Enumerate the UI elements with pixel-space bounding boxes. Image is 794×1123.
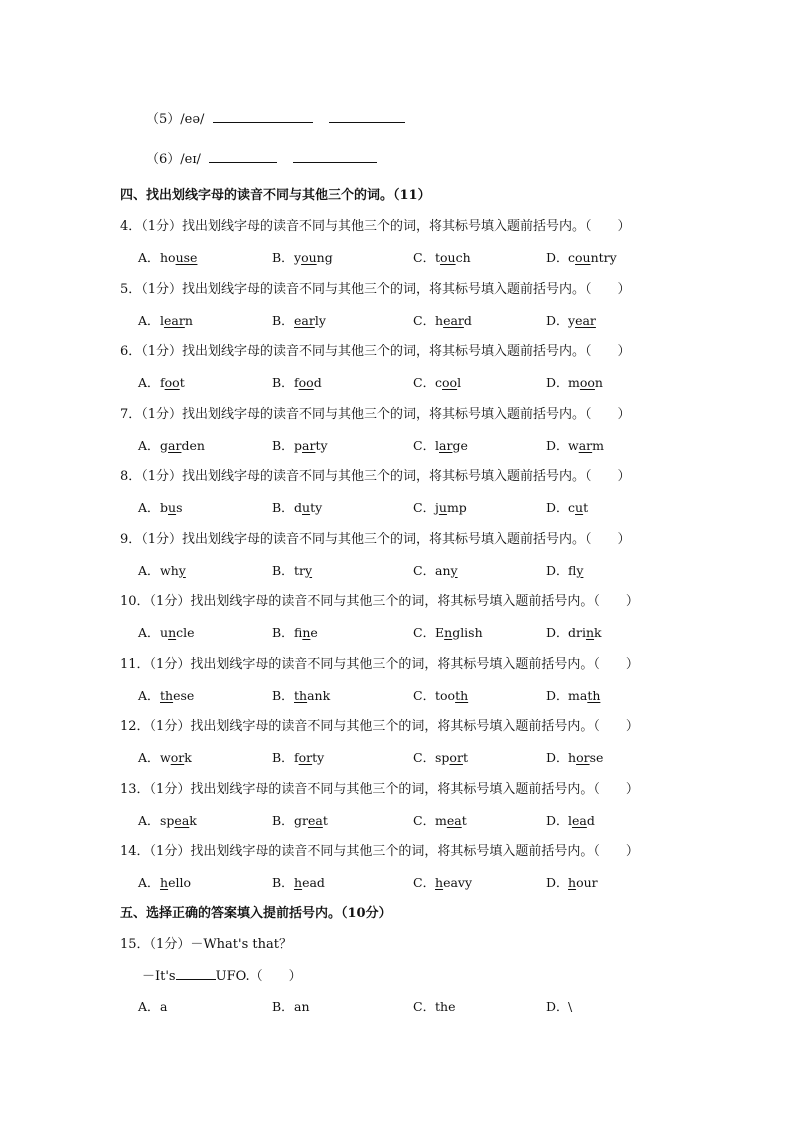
option-c[interactable] [413, 562, 458, 580]
option-letter: C． [413, 999, 436, 1014]
option-text-before: d [294, 500, 303, 515]
option-underlined-letters: or [298, 750, 313, 765]
answer-suffix: UFO.（ ） [215, 969, 302, 984]
option-text-before: E [435, 625, 445, 640]
question-stem [120, 406, 631, 424]
option-letter: B． [272, 375, 294, 390]
option-b[interactable] [272, 562, 312, 580]
option-underlined-letters: ea [174, 812, 190, 828]
option-underlined-letters: y [450, 562, 458, 578]
option-a[interactable] [138, 812, 197, 830]
option-underlined-letters: u [302, 500, 311, 515]
option-text-before: l [435, 437, 439, 453]
option-underlined-letters: ar [439, 437, 453, 453]
phonetic-label: （6）/eɪ/ [146, 152, 201, 167]
option-letter: C． [413, 625, 436, 640]
option-a[interactable] [138, 624, 195, 642]
option-underlined-letters: u [168, 500, 177, 515]
question-instruction: 找出划线字母的读音不同与其他三个的词，将其标号填入题前括号内。（ ） [182, 469, 631, 484]
option-d[interactable] [546, 312, 596, 330]
option-letter: D． [546, 875, 569, 890]
option-text-after: d [586, 812, 595, 828]
option-letter: C． [413, 250, 436, 265]
option-text-after: m [592, 437, 604, 453]
option-letter: D． [546, 999, 569, 1014]
option-text: an [294, 999, 310, 1014]
option-a[interactable] [138, 249, 197, 267]
option-d[interactable] [546, 499, 588, 517]
option-text-before: y [568, 312, 576, 328]
option-underlined-letters: use [175, 250, 198, 265]
question-number: 4．（1分） [120, 219, 183, 234]
option-b[interactable] [272, 874, 325, 892]
option-b[interactable] [272, 249, 333, 267]
option-underlined-letters: u [438, 500, 447, 515]
option-text-after: ese [173, 687, 195, 703]
option-underlined-letters: oo [298, 375, 314, 390]
question-number: 8．（1分） [120, 469, 183, 484]
option-underlined-letters: h [160, 875, 169, 890]
option-text-before: l [568, 812, 572, 828]
option-letter: D． [546, 312, 569, 328]
option-underlined-letters: y [305, 562, 313, 578]
option-a[interactable] [138, 749, 192, 767]
option-text-before: tr [294, 562, 305, 578]
option-a[interactable] [138, 874, 191, 892]
option-underlined-letters: ou [575, 250, 591, 265]
option-underlined-letters: n [444, 625, 453, 640]
question-instruction: 找出划线字母的读音不同与其他三个的词，将其标号填入题前括号内。（ ） [182, 344, 631, 359]
option-letter: D． [546, 625, 569, 640]
question-instruction: 找出划线字母的读音不同与其他三个的词，将其标号填入题前括号内。（ ） [190, 719, 639, 734]
question-instruction: 找出划线字母的读音不同与其他三个的词，将其标号填入题前括号内。（ ） [182, 281, 631, 297]
answer-blank[interactable] [329, 110, 405, 123]
option-text-before: w [160, 750, 171, 765]
option-underlined-letters: ear [575, 312, 596, 328]
option-letter: C． [413, 500, 436, 515]
option-letter: B． [272, 500, 294, 515]
option-c[interactable] [413, 624, 483, 642]
option-letter: A． [138, 687, 160, 703]
option-underlined-letters: u [575, 500, 584, 515]
option-text-after: eavy [443, 875, 473, 890]
question-instruction: 找出划线字母的读音不同与其他三个的词，将其标号填入题前括号内。（ ） [190, 844, 639, 859]
option-letter: D． [546, 750, 569, 765]
option-underlined-letters: n [168, 625, 177, 640]
option-text-after: n [594, 375, 603, 390]
option-underlined-letters: n [585, 625, 595, 640]
question-15-answer-line [142, 967, 302, 986]
option-underlined-letters: ear [294, 312, 315, 328]
option-text-after: ntry [590, 250, 617, 265]
option-d[interactable] [546, 374, 603, 392]
question-number: 14．（1分） [120, 844, 191, 859]
option-underlined-letters: ear [443, 312, 464, 328]
option-letter: C． [413, 687, 436, 703]
question-number: 12．（1分） [120, 719, 191, 734]
question-stem [120, 218, 631, 236]
question-stem [120, 343, 631, 361]
option-d[interactable] [546, 749, 603, 767]
option-text-after: t [462, 750, 468, 765]
option-text-after: k [594, 625, 602, 640]
option-letter: A． [138, 750, 160, 765]
phonetic-line-5 [146, 110, 405, 129]
option-text-after: ch [455, 250, 471, 265]
option-d[interactable] [546, 812, 595, 830]
question-number: 10．（1分） [120, 594, 191, 609]
option-underlined-letters: ou [440, 250, 456, 265]
option-underlined-letters: oo [164, 375, 180, 390]
option-b[interactable] [272, 499, 322, 517]
option-text-after: ead [302, 875, 325, 890]
option-text-after: glish [452, 625, 483, 640]
option-text-before: c [435, 375, 443, 390]
option-text-before: wh [160, 562, 179, 578]
option-underlined-letters: h [294, 875, 303, 890]
option-letter: A． [138, 625, 160, 640]
option-b[interactable] [272, 812, 328, 830]
option-text-after: t [322, 812, 328, 828]
option-text: the [435, 999, 456, 1014]
option-b[interactable] [272, 687, 330, 705]
option-a[interactable] [138, 437, 205, 455]
option-letter: A． [138, 999, 160, 1014]
option-c[interactable] [413, 249, 471, 267]
option-a[interactable] [138, 374, 185, 392]
question-number: 9．（1分） [120, 531, 183, 547]
option-letter: A． [138, 875, 160, 890]
option-b[interactable] [272, 312, 326, 330]
option-underlined-letters: ea [446, 812, 462, 828]
question-stem [120, 843, 639, 861]
option-underlined-letters: ar [578, 437, 593, 453]
option-letter: A． [138, 812, 160, 828]
option-letter: D． [546, 250, 569, 265]
option-underlined-letters: ar [302, 437, 316, 453]
option-letter: D． [546, 812, 569, 828]
option-a[interactable] [138, 687, 194, 705]
option-text-after: our [576, 875, 598, 890]
option-underlined-letters: n [302, 625, 311, 640]
option-text-after: t [179, 375, 185, 390]
option-underlined-letters: h [568, 875, 577, 890]
option-text-before: h [435, 312, 444, 328]
option-text-before: gr [294, 812, 308, 828]
option-c[interactable] [413, 437, 468, 455]
option-text-after: se [589, 750, 604, 765]
question-stem [120, 281, 631, 299]
option-text-after: cle [176, 625, 195, 640]
option-text-before: j [435, 500, 439, 515]
option-text-before: p [294, 437, 303, 453]
option-b[interactable] [272, 624, 318, 642]
option-c[interactable] [413, 812, 467, 830]
option-d[interactable] [546, 562, 583, 580]
option-text-after: ty [312, 750, 325, 765]
option-letter: A． [138, 562, 160, 578]
answer-prefix: －It's [142, 969, 176, 984]
option-text: \ [568, 999, 573, 1014]
option-text-after: d [313, 375, 322, 390]
question-number: 6．（1分） [120, 344, 183, 359]
option-text-after: ank [307, 687, 331, 703]
option-b[interactable] [272, 749, 324, 767]
option-text-before: u [160, 625, 169, 640]
question-instruction: 找出划线字母的读音不同与其他三个的词，将其标号填入题前括号内。（ ） [182, 219, 631, 234]
answer-blank[interactable] [293, 150, 377, 163]
option-underlined-letters: or [170, 750, 185, 765]
option-letter: C． [413, 437, 436, 453]
question-number: 13．（1分） [120, 781, 191, 797]
option-letter: B． [272, 812, 294, 828]
option-underlined-letters: ar [168, 437, 182, 453]
option-text-before: f [294, 750, 299, 765]
section-4-heading: 四、找出划线字母的读音不同与其他三个的词。（11） [120, 188, 431, 203]
question-instruction: 找出划线字母的读音不同与其他三个的词，将其标号填入题前括号内。（ ） [190, 781, 639, 797]
question-stem [120, 656, 639, 674]
option-text-after: ng [316, 250, 333, 265]
option-text-after: k [189, 812, 197, 828]
option-text-before: h [568, 750, 577, 765]
option-text-after: l [457, 375, 462, 390]
option-text-after: k [184, 750, 192, 765]
option-letter: D． [546, 375, 569, 390]
option-text-before: sp [435, 750, 450, 765]
option-letter: A． [138, 437, 160, 453]
option-underlined-letters: oo [579, 375, 595, 390]
option-underlined-letters: th [587, 687, 601, 703]
option-underlined-letters: ear [164, 312, 185, 328]
option-text-after: s [176, 500, 183, 515]
phonetic-line-6 [146, 150, 377, 169]
option-d[interactable] [546, 687, 600, 705]
option-a[interactable] [138, 998, 167, 1016]
option-text-after: den [181, 437, 205, 453]
phonetic-label: （5）/eə/ [146, 112, 205, 127]
option-letter: B． [272, 562, 294, 578]
option-c[interactable] [413, 312, 472, 330]
option-underlined-letters: th [455, 687, 469, 703]
option-letter: C． [413, 312, 436, 328]
option-text-before: b [160, 500, 169, 515]
option-a[interactable] [138, 562, 186, 580]
option-text-before: an [435, 562, 451, 578]
question-number: 7．（1分） [120, 406, 183, 422]
option-text-before: dri [568, 625, 586, 640]
option-letter: C． [413, 812, 436, 828]
option-d[interactable] [546, 249, 617, 267]
option-letter: A． [138, 250, 160, 265]
option-text-before: m [435, 812, 447, 828]
option-letter: A． [138, 312, 160, 328]
option-text-after: t [583, 500, 589, 515]
option-letter: D． [546, 437, 569, 453]
option-d[interactable] [546, 998, 572, 1016]
option-underlined-letters: h [435, 875, 444, 890]
question-stem [120, 468, 631, 486]
question-instruction: 找出划线字母的读音不同与其他三个的词，将其标号填入题前括号内。（ ） [190, 594, 639, 609]
option-letter: B． [272, 687, 294, 703]
option-underlined-letters: ou [301, 250, 317, 265]
option-letter: D． [546, 687, 569, 703]
option-letter: C． [413, 375, 436, 390]
option-text-before: t [435, 250, 441, 265]
section-5-heading: 五、选择正确的答案填入提前括号内。（10分） [120, 906, 392, 921]
option-letter: B． [272, 250, 294, 265]
option-text: a [160, 999, 168, 1014]
option-text-after: n [184, 312, 193, 328]
option-text-after: t [461, 812, 467, 828]
answer-blank[interactable] [213, 110, 313, 123]
question-stem [120, 531, 631, 549]
option-text-before: fi [294, 625, 303, 640]
option-c[interactable] [413, 749, 468, 767]
option-text-before: sp [160, 812, 175, 828]
option-letter: B． [272, 999, 294, 1014]
option-letter: B． [272, 312, 294, 328]
option-letter: B． [272, 875, 294, 890]
question-number: 11．（1分） [120, 656, 191, 672]
option-text-after: d [463, 312, 472, 328]
option-b[interactable] [272, 374, 322, 392]
option-text-after: ello [168, 875, 191, 890]
option-underlined-letters: y [576, 562, 584, 578]
option-letter: D． [546, 500, 569, 515]
option-letter: C． [413, 750, 436, 765]
question-stem [120, 593, 639, 611]
option-text-before: m [568, 375, 580, 390]
option-text-after: ge [452, 437, 468, 453]
option-c[interactable] [413, 687, 468, 705]
option-underlined-letters: th [294, 687, 308, 703]
option-c[interactable] [413, 998, 455, 1016]
option-d[interactable] [546, 437, 604, 455]
question-stem [120, 718, 639, 736]
option-underlined-letters: ea [572, 812, 587, 828]
option-letter: A． [138, 500, 160, 515]
option-letter: C． [413, 562, 436, 578]
option-text-before: fl [568, 562, 577, 578]
question-15-stem: 15．（1分）－What's that？ [120, 937, 292, 952]
option-a[interactable] [138, 499, 183, 517]
option-underlined-letters: or [449, 750, 463, 765]
option-d[interactable] [546, 874, 598, 892]
option-text-after: mp [446, 500, 467, 515]
option-text-after: ty [310, 500, 323, 515]
option-letter: D． [546, 562, 569, 578]
option-text-before: f [160, 375, 165, 390]
option-a[interactable] [138, 312, 193, 330]
option-c[interactable] [413, 499, 467, 517]
option-text-before: w [568, 437, 579, 453]
question-instruction: 找出划线字母的读音不同与其他三个的词，将其标号填入题前括号内。（ ） [182, 531, 631, 547]
option-underlined-letters: y [178, 562, 186, 578]
question-instruction: 找出划线字母的读音不同与其他三个的词，将其标号填入题前括号内。（ ） [190, 656, 639, 672]
option-letter: B． [272, 437, 294, 453]
option-b[interactable] [272, 998, 310, 1016]
option-letter: C． [413, 875, 436, 890]
option-text-before: g [160, 437, 169, 453]
answer-blank[interactable] [176, 967, 216, 980]
option-letter: A． [138, 375, 160, 390]
option-text-after: ly [314, 312, 326, 328]
option-letter: B． [272, 750, 294, 765]
option-letter: B． [272, 625, 294, 640]
question-number: 5．（1分） [120, 281, 183, 297]
option-c[interactable] [413, 874, 472, 892]
option-text-before: ho [160, 250, 176, 265]
option-b[interactable] [272, 437, 328, 455]
option-text-after: e [310, 625, 318, 640]
option-text-before: y [294, 250, 302, 265]
option-text-before: f [294, 375, 299, 390]
option-text-before: c [568, 500, 576, 515]
option-underlined-letters: th [160, 687, 174, 703]
answer-blank[interactable] [209, 150, 277, 163]
option-text-before: too [435, 687, 456, 703]
option-underlined-letters: or [576, 750, 590, 765]
option-underlined-letters: oo [442, 375, 458, 390]
option-underlined-letters: ea [307, 812, 323, 828]
option-d[interactable] [546, 624, 602, 642]
option-text-before: ma [568, 687, 588, 703]
question-instruction: 找出划线字母的读音不同与其他三个的词，将其标号填入题前括号内。（ ） [182, 406, 631, 422]
option-text-before: l [160, 312, 164, 328]
option-text-before: c [568, 250, 576, 265]
option-text-after: ty [315, 437, 328, 453]
question-stem [120, 781, 639, 799]
option-c[interactable] [413, 374, 461, 392]
